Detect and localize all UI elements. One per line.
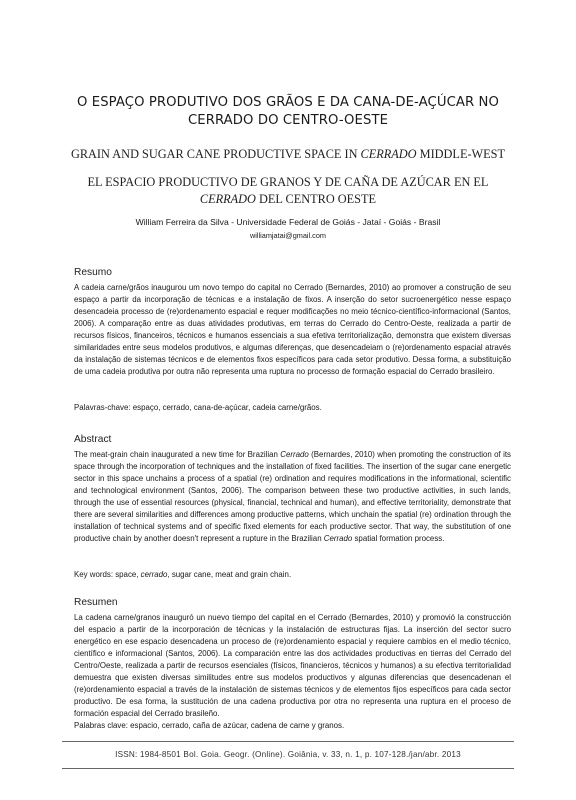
title-spanish-line1: EL ESPACIO PRODUCTIVO DE GRANOS Y DE CAÑA DE AZÚCAR EN EL <box>87 175 489 189</box>
journal-footer: ISSN: 1984-8501 Bol. Goia. Geogr. (Online). Goiânia, v. 33, n. 1, p. 107-128./jan/abr. 2013 <box>115 750 461 759</box>
abstract-italic-2: Cerrado <box>323 534 353 543</box>
abstract-keywords <box>74 569 511 581</box>
footer-bottom-rule <box>62 768 514 769</box>
title-spanish-part2: DEL CENTRO OESTE <box>255 192 377 206</box>
abstract-heading: Abstract <box>74 434 112 445</box>
abstract-kw-2: , sugar cane, meat and grain chain. <box>167 570 292 579</box>
title-spanish <box>60 174 516 208</box>
title-english-part2: MIDDLE-WEST <box>416 147 506 161</box>
abstract-text-1: The meat-grain chain inaugurated a new time for Brazilian <box>74 450 281 459</box>
resumen-body: La cadena carne/granos inauguró un nuevo tiempo del capital en el Cerrado (Bernardes, 2010) y promovió la construcción del espacio a partir de la incorporación de técnicas y la instalación de estructuras fijas. La inserción del sector sucro energético en ese espacio desencadena un proceso de (re)ordenamiento espacial y requiere cambios en el medio técnico, científico e informacional (Santos, 2006). La comparación entre las dos actividades productivas en tierras del Cerrado del Centro/Oeste, realizada a partir de recursos esenciales (físicos, financieros, técnicos y humanos) a su efectiva territorialidad demuestra que existen diversas similitudes entre sus modelos productivos y algunas diferencias que desencadenan el (re)ordenamiento espacial a través de la instalación de sistemas técnicos y de elementos fijos específicos para cada sector productivo. De esa forma, la sustitución de una cadena productiva por otra no representa una ruptura en el proceso de formación espacial del Cerrado brasileño. <box>74 613 511 718</box>
resumo-keywords: Palavras-chave: espaço, cerrado, cana-de-açúcar, cadeia carne/grãos. <box>74 403 322 412</box>
title-spanish-italic: CERRADO <box>199 192 256 206</box>
resumo-heading: Resumo <box>74 267 112 278</box>
resumen-keywords: Palabras clave: espacio, cerrado, caña de azúcar, cadena de carne y granos. <box>74 721 345 730</box>
author-email: williamjatai@gmail.com <box>250 231 326 240</box>
title-english-italic: CERRADO <box>360 147 417 161</box>
author-line: William Ferreira da Silva - Universidade Federal de Goiás - Jataí - Goiás - Brasil <box>135 217 441 227</box>
footer-top-rule <box>62 741 514 742</box>
title-english <box>60 146 516 163</box>
abstract-kw-italic: cerrado <box>140 570 168 579</box>
abstract-kw-1: Key words: space, <box>74 570 141 579</box>
resumo-body: A cadeia carne/grãos inaugurou um novo tempo do capital no Cerrado (Bernardes, 2010) ao promover a construção de seu espaço a partir da incorporação de técnicas e a instalação de fixos. A inserção do setor sucroenergético nesse espaço desencadeia processo de (re)ordenamento espacial e requer modificações no meio técnico-científico-informacional (Santos, 2006). A comparação entre as duas atividades produtivas, em terras do Cerrado do Centro-Oeste, realizada a partir de recursos físicos, financeiros, técnicos e humanos essenciais a sua efetiva territorialização, demonstra que existem diversas similaridades entre seus modelos produtivos, e algumas diferenças, que desencadeiam o (re)ordenamento espacial através da instalação de sistemas técnicos e de elementos fixos específicos para cada setor produtivo. Dessa forma, a substituição de uma cadeia produtiva por outra não representa uma ruptura no processo de formação espacial do Cerrado brasileiro. <box>74 283 511 376</box>
abstract-text-3: spatial formation process. <box>352 534 445 543</box>
title-portuguese: O ESPAÇO PRODUTIVO DOS GRÃOS E DA CANA-DE-AÇÚCAR NO CERRADO DO CENTRO-OESTE <box>76 95 500 128</box>
abstract-italic-1: Cerrado <box>280 450 309 459</box>
title-english-part1: GRAIN AND SUGAR CANE PRODUCTIVE SPACE IN <box>70 147 361 161</box>
abstract-text-2: (Bernardes, 2010) when promoting the construction of its space through the incorporation of techniques and the installation of fixed facilities. The insertion of the sugar cane energetic sector in this space unchains a process of a spatial (re) ordination and requires modifications in the informational, scientific and technological environment (Santos, 2006). The comparison between these two productive activities, in such lands, through the use of essential resources (physical, financial, technical and human), and effective territoriality, demonstrate that there are several similarities and differences among productive patterns, which unchain the spatial (re) ordination through the installation of technical systems and of specific fixed elements for each productive sector. That way, the substitution of one productive chain by another doesn't represent a rupture in the Brazilian <box>74 450 511 543</box>
resumen-heading: Resumen <box>74 597 118 608</box>
abstract-body <box>74 449 511 545</box>
